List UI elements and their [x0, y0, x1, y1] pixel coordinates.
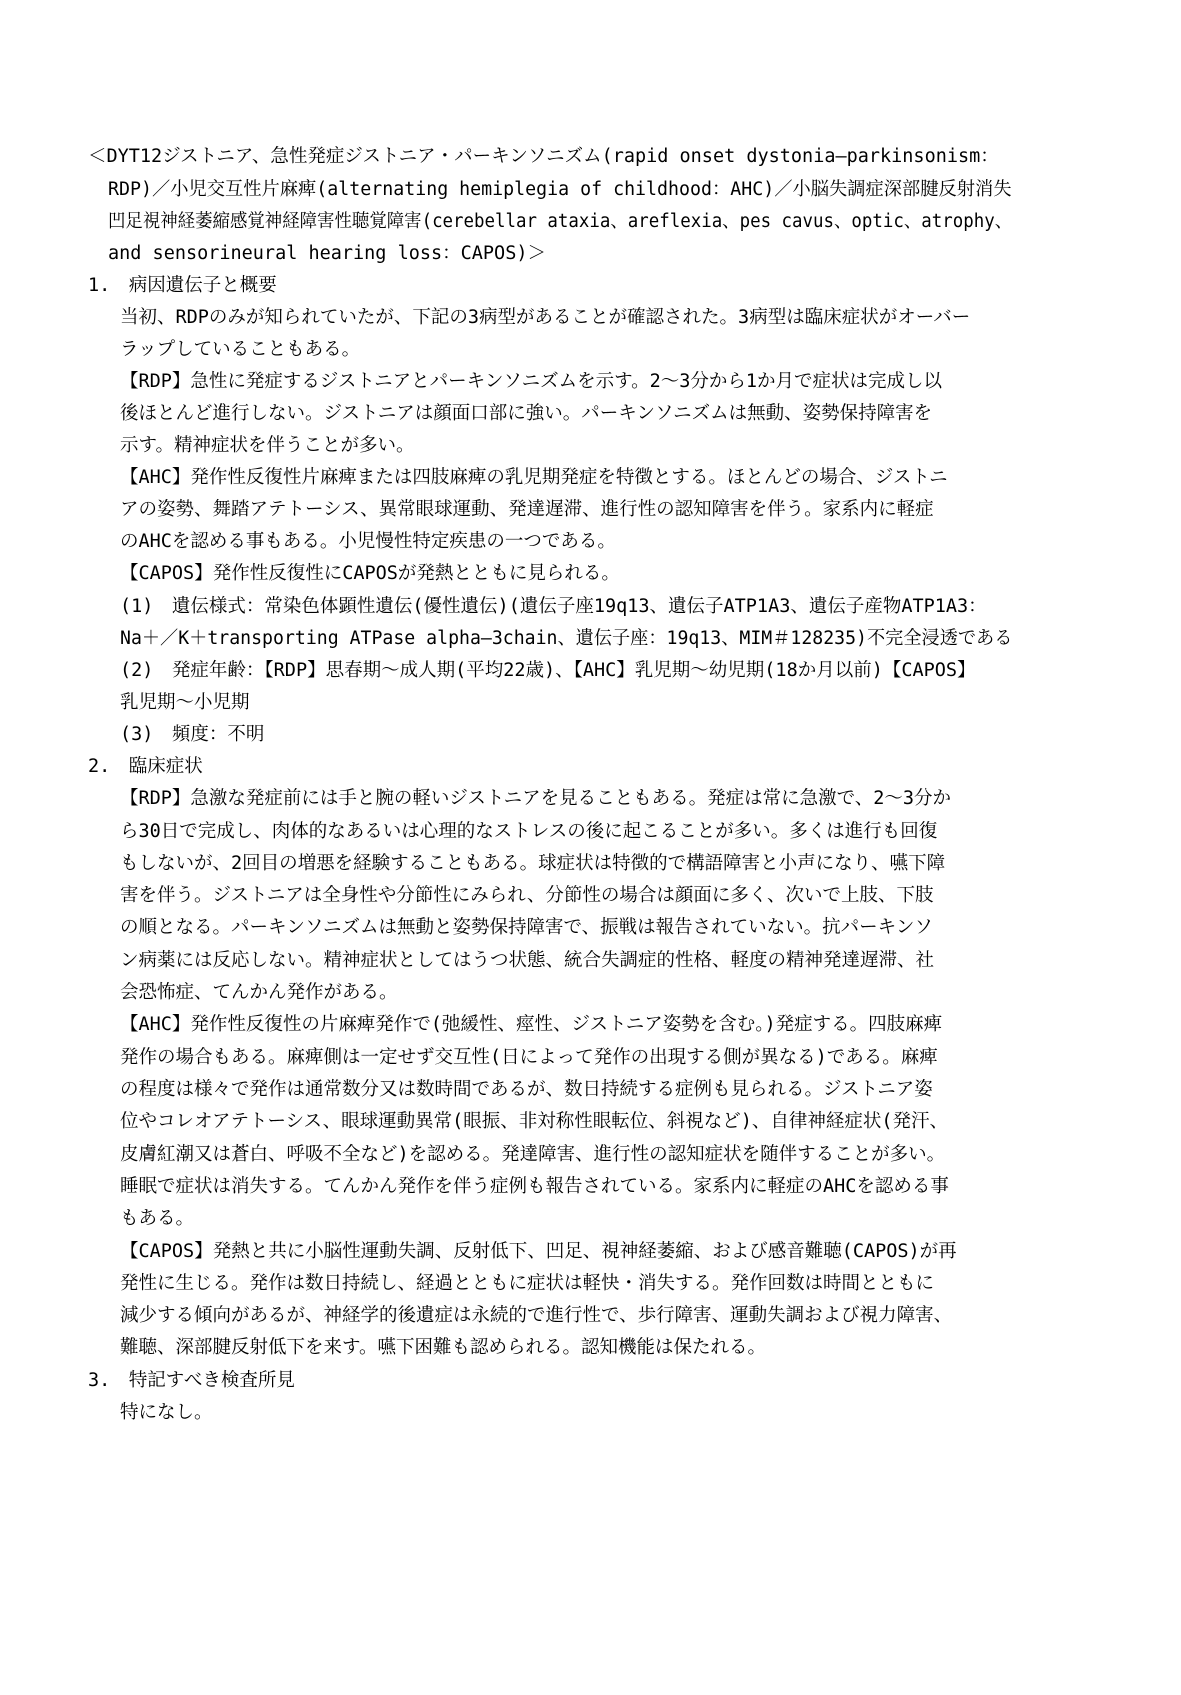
section-1-line: 示す。精神症状を伴うことが多い。: [120, 435, 415, 456]
section-1-line: 当初、RDPのみが知られていたが、下記の3病型があることが確認された。3病型は臨床症状がオーバー: [120, 307, 971, 328]
section-2-line: 難聴、深部腱反射低下を来す。嚥下困難も認められる。認知機能は保たれる。: [120, 1337, 767, 1358]
section-2-line: の程度は様々で発作は通常数分又は数時間であるが、数日持続する症例も見られる。ジストニア姿: [120, 1079, 933, 1100]
section-2-line: もある。: [120, 1208, 195, 1229]
section-1-line: 【AHC】発作性反復性片麻痺または四肢麻痺の乳児期発症を特徴とする。ほとんどの場合、ジストニ: [120, 467, 948, 488]
section-2-line: の順となる。パーキンソニズムは無動と姿勢保持障害で、振戦は報告されていない。抗パーキンソ: [120, 917, 933, 938]
section-2-line: 発性に生じる。発作は数日持続し、経過とともに症状は軽快・消失する。発作回数は時間とともに: [120, 1273, 935, 1294]
section-1-line: 【CAPOS】発作性反復性にCAPOSが発熱とともに見られる。: [120, 563, 620, 584]
section-1-line: 乳児期～小児期: [120, 692, 250, 713]
section-2-line: 害を伴う。ジストニアは全身性や分節性にみられ、分節性の場合は顔面に多く、次いで上肢、下肢: [120, 885, 934, 906]
section-2-line: ン病薬には反応しない。精神症状としてはうつ状態、統合失調症的性格、軽度の精神発達遅滞、社: [120, 950, 935, 971]
document-title-line-4: and sensorineural hearing loss：CAPOS)＞: [108, 243, 546, 264]
section-1-line: ラップしていることもある。: [120, 339, 361, 360]
section-heading-1: 1. 病因遺伝子と概要: [88, 275, 277, 296]
section-3-line: 特になし。: [120, 1402, 213, 1423]
section-2-line: 減少する傾向があるが、神経学的後遺症は永続的で進行性で、歩行障害、運動失調および視力障害、: [120, 1305, 953, 1326]
section-2-line: 【AHC】発作性反復性の片麻痺発作で(弛緩性、痙性、ジストニア姿勢を含む。)発症する。四肢麻痺: [120, 1014, 943, 1035]
document-title-line-2: RDP)／小児交互性片麻痺(alternating hemiplegia of childhood：AHC)／小脳失調症深部腱反射消失: [108, 179, 1012, 200]
section-1-line: Na＋／K＋transporting ATPase alpha―3chain、遺伝子座：19q13、MIM＃128235)不完全浸透である: [120, 628, 1013, 649]
section-1-line: アの姿勢、舞踏アテトーシス、異常眼球運動、発達遅滞、進行性の認知障害を伴う。家系内に軽症: [120, 499, 934, 520]
section-1-line: のAHCを認める事もある。小児慢性特定疾患の一つである。: [120, 531, 616, 552]
section-2-line: 皮膚紅潮又は蒼白、呼吸不全など)を認める。発達障害、進行性の認知症状を随伴することが多い。: [120, 1144, 946, 1165]
section-1-line: (1) 遺伝様式：常染色体顕性遺伝(優性遺伝)(遺伝子座19q13、遺伝子ATP1A3、遺伝子産物ATP1A3：: [120, 596, 987, 617]
section-2-line: 発作の場合もある。麻痺側は一定せず交互性(日によって発作の出現する側が異なる)である。麻痺: [120, 1047, 938, 1068]
section-1-line: (2) 発症年齢：【RDP】思春期～成人期(平均22歳)、【AHC】乳児期～幼児期(18か月以前)【CAPOS】: [120, 660, 976, 681]
section-2-line: 【RDP】急激な発症前には手と腕の軽いジストニアを見ることもある。発症は常に急激で、2～3分か: [120, 788, 952, 809]
document-title-line-3: 凹足視神経萎縮感覚神経障害性聴覚障害(cerebellar ataxia、areflexia、pes cavus、optic、atrophy、: [108, 211, 1013, 232]
section-heading-3: 3. 特記すべき検査所見: [88, 1370, 295, 1391]
section-1-line: (3) 頻度：不明: [120, 724, 265, 745]
section-1-line: 【RDP】急性に発症するジストニアとパーキンソニズムを示す。2～3分から1か月で症状は完成し以: [120, 371, 943, 392]
section-2-line: 位やコレオアテトーシス、眼球運動異常(眼振、非対称性眼転位、斜視など)、自律神経症状(発汗、: [120, 1111, 948, 1132]
section-2-line: 【CAPOS】発熱と共に小脳性運動失調、反射低下、凹足、視神経萎縮、および感音難聴(CAPOS)が再: [120, 1241, 957, 1262]
section-2-line: もしないが、2回目の増悪を経験することもある。球症状は特徴的で構語障害と小声になり、嚥下障: [120, 853, 946, 874]
section-heading-2: 2. 臨床症状: [88, 756, 203, 777]
section-2-line: ら30日で完成し、肉体的なあるいは心理的なストレスの後に起こることが多い。多くは進行も回復: [120, 821, 938, 842]
section-2-line: 会恐怖症、てんかん発作がある。: [120, 982, 398, 1003]
document-title-line-1: ＜DYT12ジストニア、急性発症ジストニア・パーキンソニズム(rapid onset dystonia―parkinsonism：: [88, 146, 999, 167]
section-1-line: 後ほとんど進行しない。ジストニアは顔面口部に強い。パーキンソニズムは無動、姿勢保持障害を: [120, 403, 933, 424]
section-2-line: 睡眠で症状は消失する。てんかん発作を伴う症例も報告されている。家系内に軽症のAHCを認める事: [120, 1176, 949, 1197]
